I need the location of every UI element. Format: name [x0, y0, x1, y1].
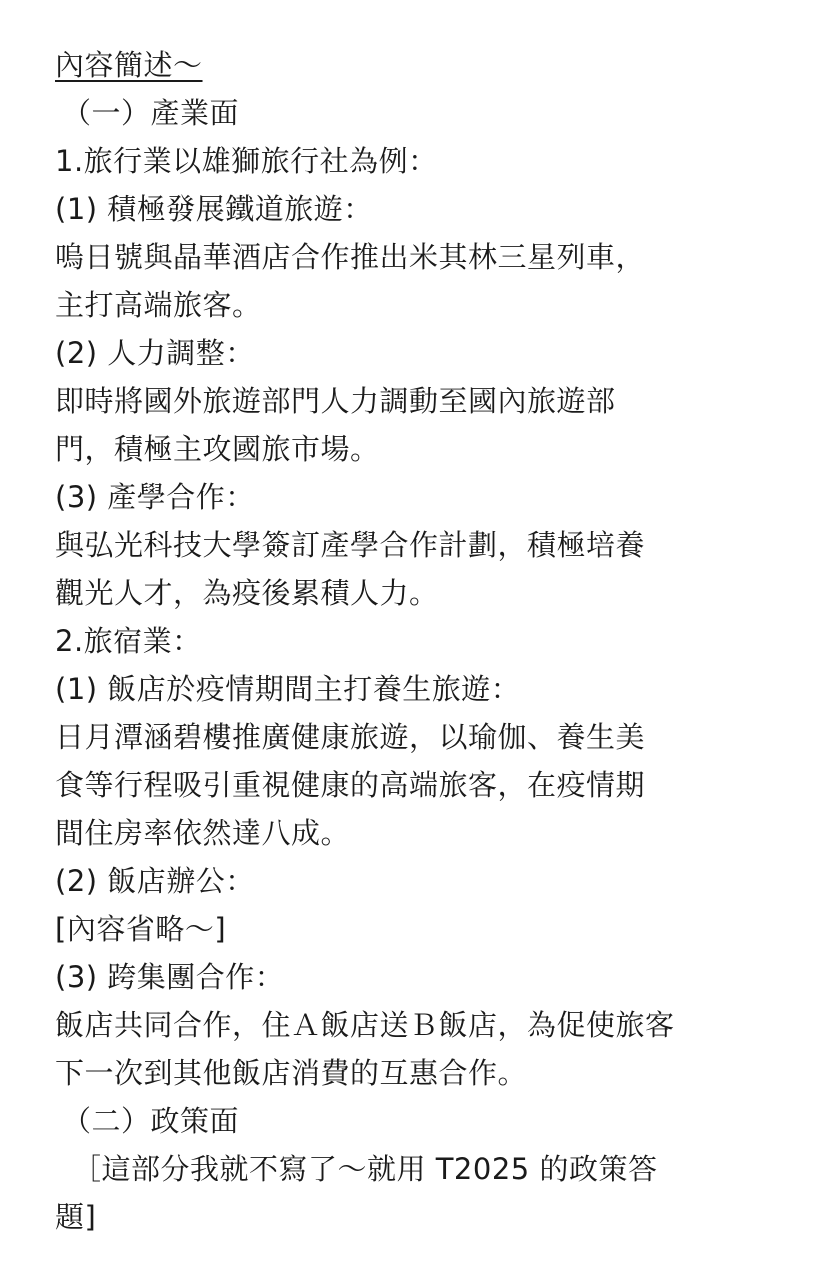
paragraph-line: 觀光人才，為疫後累積人力。 [55, 576, 439, 610]
paragraph-line: 門，積極主攻國旅市場。 [55, 432, 380, 466]
item-heading-wellness: (1) 飯店於疫情期間主打養生旅遊： [55, 672, 521, 706]
item-heading-manpower: (2) 人力調整： [55, 336, 255, 370]
item-heading-railway: (1) 積極發展鐵道旅遊： [55, 192, 373, 226]
item-heading-hotel-office: (2) 飯店辦公： [55, 864, 255, 898]
subsection-lodging: 2.旅宿業： [55, 624, 202, 658]
item-heading-industry-academia: (3) 產學合作： [55, 480, 255, 514]
paragraph-line: ［這部分我就不寫了～就用 T2025 的政策答 [72, 1152, 658, 1186]
paragraph-line: 題] [55, 1200, 97, 1234]
paragraph-line: 間住房率依然達八成。 [55, 816, 351, 850]
section-heading-industry: （一）產業面 [62, 96, 240, 130]
section-heading-policy: （二）政策面 [62, 1104, 240, 1138]
paragraph-line: 嗚日號與晶華酒店合作推出米其林三星列車， [55, 240, 646, 274]
paragraph-line: 即時將國外旅遊部門人力調動至國內旅遊部 [55, 384, 616, 418]
subsection-travel-agency: 1.旅行業以雄獅旅行社為例： [55, 144, 438, 178]
paragraph-line: [內容省略～] [55, 912, 227, 946]
paragraph-line: 與弘光科技大學簽訂產學合作計劃，積極培養 [55, 528, 646, 562]
item-heading-cross-group: (3) 跨集團合作： [55, 960, 285, 994]
paragraph-line: 主打高端旅客。 [55, 288, 262, 322]
paragraph-line: 下一次到其他飯店消費的互惠合作。 [55, 1056, 528, 1090]
paragraph-line: 飯店共同合作，住Ａ飯店送Ｂ飯店，為促使旅客 [55, 1008, 675, 1042]
paragraph-line: 食等行程吸引重視健康的高端旅客，在疫情期 [55, 768, 646, 802]
document-title [55, 45, 203, 85]
paragraph-line: 日月潭涵碧樓推廣健康旅遊，以瑜伽、養生美 [55, 720, 646, 754]
title-text: 內容簡述～ [55, 48, 203, 82]
